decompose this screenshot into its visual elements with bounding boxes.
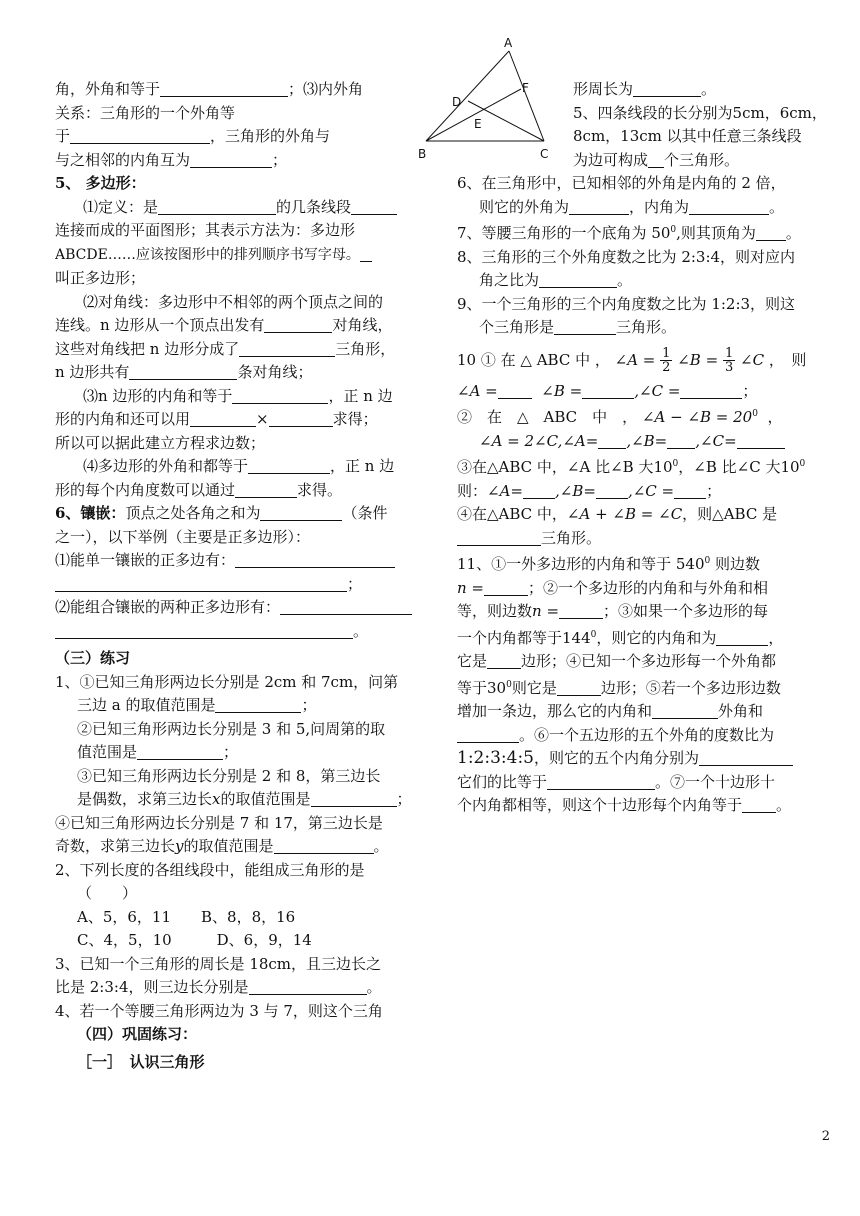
blank[interactable] xyxy=(582,382,634,399)
blank[interactable] xyxy=(569,198,629,215)
blank[interactable] xyxy=(680,382,742,399)
blank[interactable] xyxy=(554,318,616,335)
blank[interactable] xyxy=(260,504,342,521)
blank[interactable] xyxy=(239,340,335,357)
blank[interactable] xyxy=(235,551,395,568)
section-3-heading: （三）练习 xyxy=(55,649,131,667)
blank[interactable] xyxy=(457,529,541,546)
blank[interactable] xyxy=(190,151,272,168)
blank[interactable] xyxy=(137,743,223,760)
blank[interactable] xyxy=(55,575,347,592)
blank[interactable] xyxy=(559,602,603,619)
blank[interactable] xyxy=(264,316,332,333)
blank[interactable] xyxy=(351,198,397,215)
section-5-heading: 5、 多边形： xyxy=(55,174,146,192)
blank[interactable] xyxy=(633,80,701,97)
blank[interactable] xyxy=(248,457,330,474)
blank[interactable] xyxy=(70,127,210,144)
blank[interactable] xyxy=(190,410,256,427)
label-a: A xyxy=(504,36,513,50)
blank[interactable] xyxy=(160,80,288,97)
blank[interactable] xyxy=(360,245,372,262)
blank[interactable] xyxy=(699,749,793,766)
blank[interactable] xyxy=(523,482,555,499)
blank[interactable] xyxy=(55,622,353,639)
blank[interactable] xyxy=(498,382,532,399)
blank[interactable] xyxy=(689,198,769,215)
blank[interactable] xyxy=(557,679,601,696)
left-column: 角，外角和等于 ；⑶内外角 关系：三角形的一个外角等 于 ，三角形的外角与 与之相邻的内角互为 ； 5、 多边形： ⑴定义：是 的几条线段 连接而成的平面图形；其表示方法为：多边形 ABCDE……应该按图形中的排列顺序书写字母。 叫正多边形； ⑵对角线：多边形中不相邻的两个顶点之间的 连线。n 边形从一个顶点出发有 对角线， 这些对角线把 n 边形分成了 三角形， n 边形共有 条对角线； ⑶n 边形的内角和等于 ，正 n 边 形的内角和还可以用 × 求得； 所以可以据此建立方程求边数； ⑷多边形的外角和都等于 ，正 n 边 形的每个内角度数可以通过 求得。 6、镶嵌：顶点之处各角之和为 （条件 之一），以下举例（主要是正多边形）： ⑴能单一镶嵌的正多边有： ； ⑵能组合镶嵌的两种正多边形有： 。 （三）练习 1、①已知三角形两边长分别是 2cm 和 7cm，问第 三边 a 的取值范围是 ； ②已知三角形两边长分别是 3 和 5,问周第的取 值范围是 ； ③已知三角形两边长分别是 2 和 8，第三边长 是偶数，求第三边长x的取值范围是 ； ④已知三角形两边长分别是 7 和 17，第三边长是 奇数，求第三边长y的取值范围是 。 2、下列长度的各组线段中，能组成三角形的是 （ ） A、5，6，11 B、8，8，16 C、4，5，10 D、6，9，14 3、已知一个三角形的周长是 18cm，且三边长之 比是 2:3:4，则三边长分别是 。 4、若一个等腰三角形两边为 3 与 7，则这个三角 （四）巩固练习： ［一］ 认识三角形 xyxy=(55,78,427,1074)
blank[interactable] xyxy=(232,387,328,404)
blank[interactable] xyxy=(742,796,776,813)
blank[interactable] xyxy=(249,978,367,995)
blank[interactable] xyxy=(737,432,785,449)
label-f: F xyxy=(522,81,529,95)
blank[interactable] xyxy=(457,726,519,743)
blank[interactable] xyxy=(539,271,617,288)
fraction-one-half: $\frac{1}{2}$ xyxy=(662,346,671,375)
fraction-one-third: $\frac{1}{3}$ xyxy=(724,346,734,375)
section-6-heading: 6、镶嵌： xyxy=(55,504,126,522)
label-b: B xyxy=(418,147,427,161)
blank[interactable] xyxy=(311,790,397,807)
blank[interactable] xyxy=(648,151,664,168)
blank[interactable] xyxy=(274,837,374,854)
blank[interactable] xyxy=(596,482,628,499)
label-e: E xyxy=(474,117,482,131)
label-c: C xyxy=(540,147,549,161)
blank[interactable] xyxy=(652,702,718,719)
blank[interactable] xyxy=(487,652,521,669)
right-column: 形周长为 。 5、四条线段的长分别为5cm，6cm， 8cm，13cm 以其中任意三条线段 为边可构成 个三角形。 6、在三角形中，已知相邻的外角是内角的 2 倍， 则它的外角为 ，内角为 。 7、等腰三角形的一个底角为 $50^0$,则其顶角为 。 8、三角形的三个外角度数之比为 2:3:4，则对应内 角之比为 。 9、一个三角形的三个内角度数之比为 1:2:3，则这 个三角形是 三角形。 10 ① 在 △ ABC 中 ， ∠A = $\frac{1}{2}$ ∠B = $\frac{1}{3}$ ∠C ， 则 ∠A = ∠B = ,∠C = ； ② 在 △ ABC 中 ， ∠A − ∠B = $20^0$ ， ∠A = 2∠C,∠A= ,∠B= ,∠C= ③在△ABC 中，∠A 比∠B 大$10^0$，∠B 比∠C 大$10^0$ 则：∠A= ,∠B= ,∠C = ； ④在△ABC 中，∠A + ∠B = ∠C，则△ABC 是 三角形。 11、①一外多边形的内角和等于 $540^0$ 则边数 n = ；②一个多边形的内角和与外角和相 等，则边数n = ；③如果一个多边形的每 一个内角都等于$144^0$，则它的内角和为 ， 它是 边形；④已知一个多边形每一个外角都 等于$30^0$则它是 边形；⑤若一个多边形边数 增加一条边，那么它的内角和 外角和 。⑥一个五边形的五个外角的度数比为 1:2:3:4:5，则它的五个内角分别为 它们的比等于 。⑦一个十边形十 个内角都相等，则这个十边形每个内角等于 。 xyxy=(457,80,827,814)
blank[interactable] xyxy=(484,579,528,596)
page-number: 2 xyxy=(821,1129,830,1144)
section-4-heading: （四）巩固练习： xyxy=(77,1025,198,1043)
blank[interactable] xyxy=(158,198,276,215)
blank[interactable] xyxy=(674,482,706,499)
blank[interactable] xyxy=(547,773,655,790)
blank[interactable] xyxy=(667,432,695,449)
blank[interactable] xyxy=(280,598,412,615)
blank[interactable] xyxy=(716,629,768,646)
blank[interactable] xyxy=(215,696,301,713)
blank[interactable] xyxy=(756,224,786,241)
blank[interactable] xyxy=(598,432,626,449)
label-d: D xyxy=(452,95,462,109)
blank[interactable] xyxy=(235,481,297,498)
blank[interactable] xyxy=(269,410,333,427)
blank[interactable] xyxy=(129,363,237,380)
subsection-1-heading: ［一］ 认识三角形 xyxy=(77,1052,205,1071)
